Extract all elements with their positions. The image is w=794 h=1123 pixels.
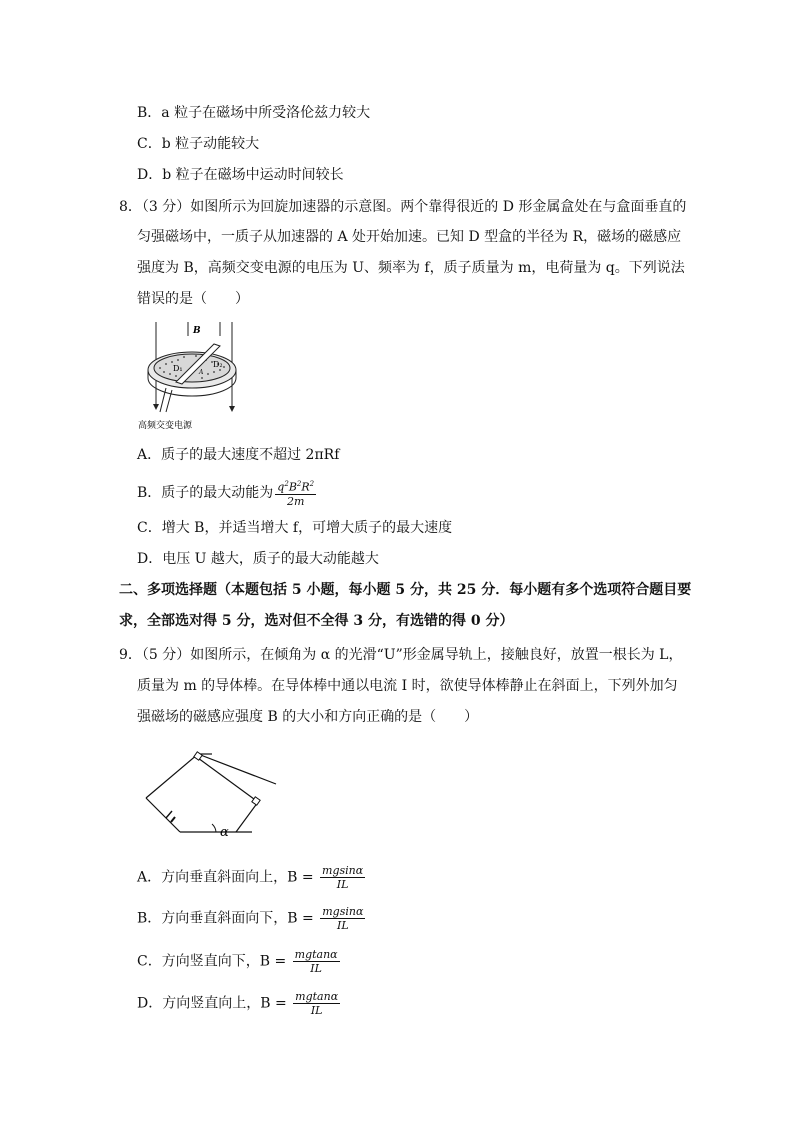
- section2-heading-line2: 求，全部选对得 5 分，选对但不全得 3 分，有选错的得 0 分）: [119, 613, 514, 629]
- figure-label-d2: D₂: [213, 360, 223, 369]
- q9-option-b: B．方向垂直斜面向下，B = $\frac{mgsin\alpha}{IL}$: [137, 905, 364, 932]
- q8-option-c: C．增大 B，并适当增大 f，可增大质子的最大速度: [137, 520, 453, 536]
- q8-option-b: [137, 478, 316, 508]
- q9-option-a-fraction: $\frac{mgsin\alpha}{IL}$: [322, 864, 364, 891]
- q8-option-b-prefix: B．质子的最大动能为: [137, 484, 274, 501]
- figure-label-a: A: [199, 369, 204, 376]
- q9-stem-line2: 质量为 m 的导体棒。在导体棒中通以电流 I 时，欲使导体棒静止在斜面上，下列外加匀: [137, 678, 678, 694]
- figure-caption: 高频交变电源: [138, 421, 193, 431]
- q9-option-c-fraction: $\frac{mgtan\alpha}{IL}$: [294, 948, 338, 975]
- figure-angle-label: α: [220, 825, 229, 840]
- q8-stem-line4: 错误的是（ ）: [137, 291, 249, 307]
- section2-heading-line1: 二、多项选择题（本题包括 5 小题，每小题 5 分，共 25 分．每小题有多个选项符合题目要: [119, 582, 692, 598]
- q7-option-d: D．b 粒子在磁场中运动时间较长: [137, 167, 344, 183]
- q9-option-d-fraction: $\frac{mgtan\alpha}{IL}$: [295, 990, 339, 1017]
- q9-option-b-fraction: $\frac{mgsin\alpha}{IL}$: [322, 905, 364, 932]
- q9-stem-line1: 9．（5 分）如图所示，在倾角为 α 的光滑“U”形金属导轨上，接触良好，放置一根长为 L，: [119, 647, 683, 663]
- q7-option-c: C．b 粒子动能较大: [137, 136, 260, 152]
- q9-option-c: C．方向竖直向下，B = $\frac{mgtan\alpha}{IL}$: [137, 948, 338, 975]
- q8-stem-line2: 匀强磁场中，一质子从加速器的 A 处开始加速。已知 D 型盒的半径为 R，磁场的磁感应: [137, 229, 682, 245]
- q9-option-d: D．方向竖直向上，B = $\frac{mgtan\alpha}{IL}$: [137, 990, 339, 1017]
- q9-stem-line3: 强磁场的磁感应强度 B 的大小和方向正确的是（ ）: [137, 709, 479, 725]
- q8-stem-line1: 8．（3 分）如图所示为回旋加速器的示意图。两个靠得很近的 D 形金属盒处在与盒面垂直的: [119, 199, 687, 215]
- q8-stem-line3: 强度为 B，高频交变电源的电压为 U、频率为 f，质子质量为 m，电荷量为 q。下列说法: [137, 260, 685, 276]
- max-kinetic-energy-fraction: $\frac{q^2B^2R^2}{2m}$: [277, 480, 315, 508]
- q9-option-a: A．方向垂直斜面向上，B = $\frac{mgsin\alpha}{IL}$: [137, 864, 364, 891]
- q7-option-b: B．a 粒子在磁场中所受洛伦兹力较大: [137, 105, 371, 121]
- q8-option-a: A．质子的最大速度不超过 2πRf: [137, 447, 340, 463]
- cyclotron-figure: [136, 318, 244, 432]
- figure-label-b: B: [193, 326, 201, 336]
- inclined-rail-figure: [140, 748, 280, 846]
- q8-option-d: D．电压 U 越大，质子的最大动能越大: [137, 551, 379, 567]
- figure-label-d1: D₁: [173, 364, 183, 373]
